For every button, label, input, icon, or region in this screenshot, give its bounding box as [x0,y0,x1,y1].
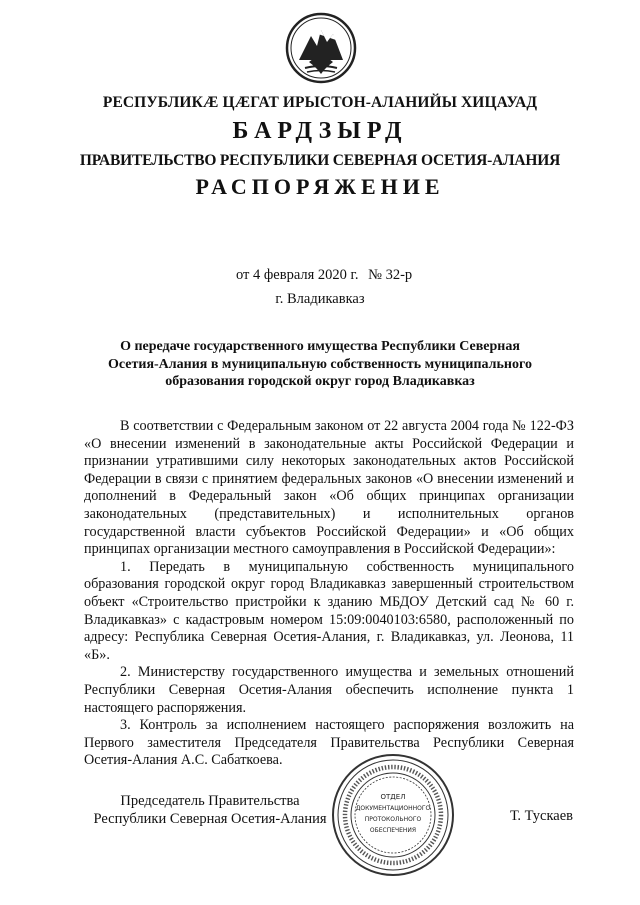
document-date: от 4 февраля 2020 г. [236,267,359,283]
document-number: № 32-р [368,267,413,283]
document-type-russian: РАСПОРЯЖЕНИЕ [195,174,445,199]
date-number-line [236,267,418,284]
document-title: О передаче государственного имущества Республики Северная Осетия-Алания в муниципальную собственность муниципального образования городской округ город Владикавказ [108,339,532,389]
paragraph-item-3: 3. Контроль за исполнением настоящего распоряжения возложить на Первого заместителя Председателя Правительства Республики Северная Осетия-Алания А.С. Сабаткоева. [84,717,574,769]
government-name-ossetian: РЕСПУБЛИКӔ ЦӔГАТ ИРЫСТОН-АЛАНИЙЫ ХИЦАУАД [102,94,538,111]
seal-text-line2: ДОКУМЕНТАЦИОННОГО [355,805,431,812]
paragraph-preamble: В соответствии с Федеральным законом от 22 августа 2004 года № 122-ФЗ «О внесении изменений в законодательные акты Российской Федерации и признании утратившими силу некоторых законодательных актов Российской Федерации в связи с принятием федеральных законов «О внесении изменений и дополнений в Федеральный закон «Об общих принципах организации законодательных (представительных) и исполнительных органов государственной власти субъектов Российской Федерации» и «Об общих принципах организации местного самоуправления в Российской Федерации»: [84,418,574,558]
paragraph-item-2: 2. Министерству государственного имущества и земельных отношений Республики Северная Осетия-Алания обеспечить исполнение пункта 1 настоящего распоряжения. [84,664,574,716]
government-name-russian: ПРАВИТЕЛЬСТВО РЕСПУБЛИКИ СЕВЕРНАЯ ОСЕТИЯ-АЛАНИЯ [79,152,561,169]
seal-text-line3: ПРОТОКОЛЬНОГО [364,816,422,823]
document-type-ossetian: БАРДЗЫРД [232,118,408,144]
seal-text-line1: ОТДЕЛ [380,793,406,801]
document-city: г. Владикавказ [275,291,365,307]
document-body [84,418,574,770]
signatory-position [90,792,330,828]
seal-text-line4: ОБЕСПЕЧЕНИЯ [369,827,417,834]
signatory-position-line1: Председатель Правительства [120,793,300,809]
official-seal-stamp [330,752,456,878]
signatory-name: Т. Тускаев [510,808,574,824]
signatory-position-line2: Республики Северная Осетия-Алания [93,811,327,827]
paragraph-item-1: 1. Передать в муниципальную собственность муниципального образования городской округ город Владикавказ завершенный строительством объект «Строительство пристройки к зданию МБДОУ Детский сад № 60 г. Владикавказ» с кадастровым номером 15:09:0040103:6580, расположенный по адресу: Республика Северная Осетия-Алания, г. Владикавказ, ул. Леонова, 11 «Б». [84,558,574,663]
coat-of-arms-emblem [285,12,357,84]
